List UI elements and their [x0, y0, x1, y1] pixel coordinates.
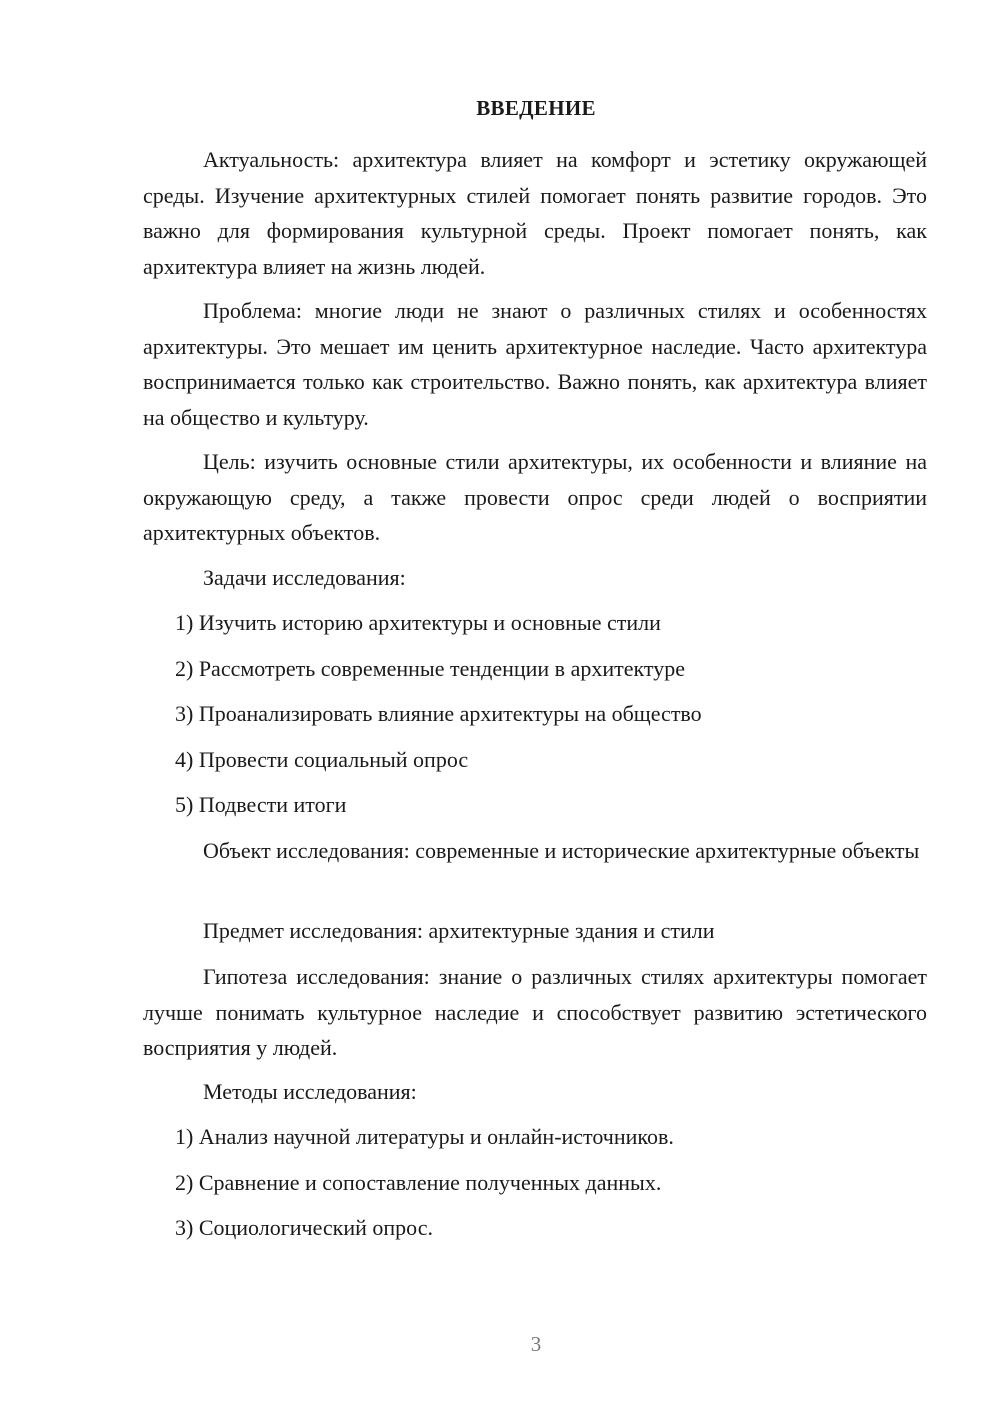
task-item: 3) Проанализировать влияние архитектуры на общество — [175, 701, 702, 726]
tasks-heading: Задачи исследования: — [203, 565, 406, 590]
hypothesis-paragraph: Гипотеза исследования: знание о различных стилях архитектуры помогает лучше понимать культурное наследие и способствует развитию эстетического восприятия у людей. — [143, 964, 927, 1060]
method-item: 2) Сравнение и сопоставление полученных данных. — [175, 1170, 662, 1195]
task-item: 1) Изучить историю архитектуры и основные стили — [175, 610, 661, 635]
problem-paragraph: Проблема: многие люди не знают о различных стилях и особенностях архитектуры. Это мешает им ценить архитектурное наследие. Часто архитектура воспринимается только как строительство. Важно понять, как архитектура влияет на общество и культуру. — [143, 298, 927, 430]
subject-paragraph: Предмет исследования: архитектурные здания и стили — [203, 918, 715, 943]
goal-paragraph: Цель: изучить основные стили архитектуры, их особенности и влияние на окружающую среду, а также провести опрос среди людей о восприятии архитектурных объектов. — [143, 449, 927, 545]
method-item: 1) Анализ научной литературы и онлайн-источников. — [175, 1124, 674, 1149]
object-paragraph: Объект исследования: современные и исторические архитектурные объекты — [203, 838, 920, 863]
relevance-paragraph: Актуальность: архитектура влияет на комфорт и эстетику окружающей среды. Изучение архитектурных стилей помогает понять развитие городов. Это важно для формирования культурной среды. Проект помогает понять, как архитектура влияет на жизнь людей. — [143, 147, 927, 279]
section-heading: ВВЕДЕНИЕ — [476, 96, 596, 120]
methods-heading: Методы исследования: — [203, 1079, 417, 1104]
page-number: 3 — [530, 1332, 542, 1356]
method-item: 3) Социологический опрос. — [175, 1215, 433, 1240]
task-item: 4) Провести социальный опрос — [175, 747, 469, 772]
task-item: 2) Рассмотреть современные тенденции в архитектуре — [175, 656, 685, 681]
task-item: 5) Подвести итоги — [175, 792, 347, 817]
